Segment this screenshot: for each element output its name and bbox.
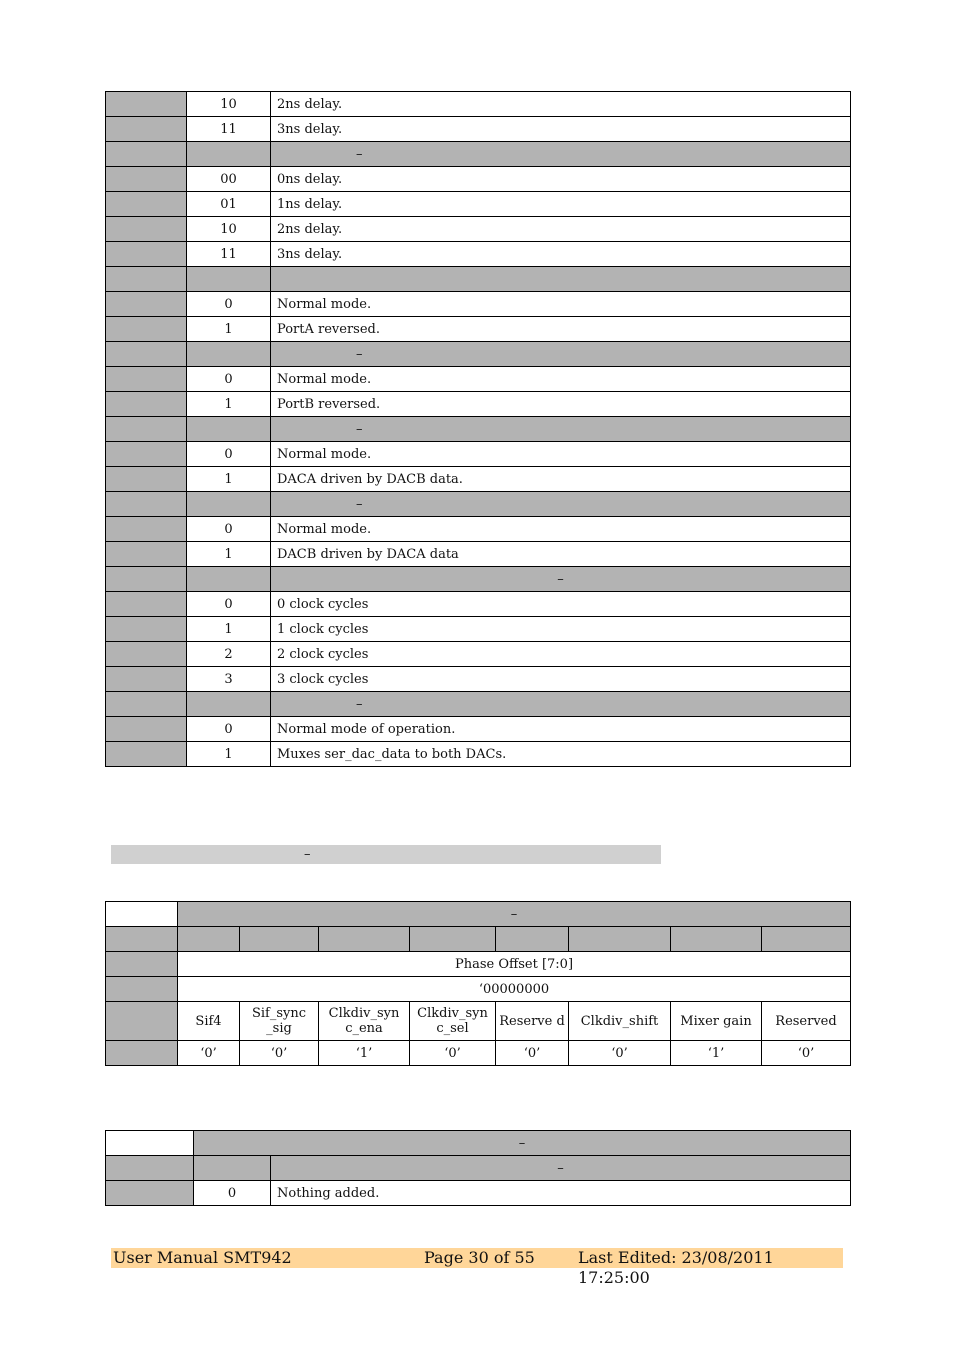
row-label-cell — [106, 1041, 178, 1066]
register-map-bit-names-row — [106, 1002, 851, 1041]
field-value-row — [106, 642, 851, 667]
register-field-table-2 — [105, 1130, 851, 1206]
field-group-header-row — [106, 417, 851, 442]
field-group-title: – — [271, 417, 851, 442]
field-description: 0 clock cycles — [271, 592, 851, 617]
field-value: 2 — [187, 642, 271, 667]
bit-name-cell: Clkdiv_syn c_ena — [319, 1002, 410, 1041]
field-description: 1ns delay. — [271, 192, 851, 217]
field-group-title: – — [271, 492, 851, 517]
footer-last-edited: Last Edited: 23/08/2011 17:25:00 — [578, 1248, 774, 1287]
field-label-cell — [106, 492, 187, 517]
row-label-cell — [106, 952, 178, 977]
field-label-cell — [106, 117, 187, 142]
field-value-row — [106, 317, 851, 342]
register-map-default-row — [106, 977, 851, 1002]
field-value-row — [106, 517, 851, 542]
field-value-row — [106, 717, 851, 742]
field-group-header-row — [106, 567, 851, 592]
field-description: PortA reversed. — [271, 317, 851, 342]
field-value: 0 — [194, 1181, 271, 1206]
field-value: 0 — [187, 592, 271, 617]
field-value: 0 — [187, 292, 271, 317]
field-value: 1 — [187, 617, 271, 642]
field-label-cell — [106, 292, 187, 317]
field-group-title: – — [271, 142, 851, 167]
field-group-header-row — [106, 692, 851, 717]
bit-name-cell: Clkdiv_shift — [569, 1002, 671, 1041]
field-description: 2ns delay. — [271, 92, 851, 117]
field-description: PortB reversed. — [271, 392, 851, 417]
field-description: Normal mode. — [271, 367, 851, 392]
field-label-cell — [106, 617, 187, 642]
field-description: 3ns delay. — [271, 117, 851, 142]
field-value: 11 — [187, 117, 271, 142]
field-group-header-row — [106, 492, 851, 517]
field-value-cell — [187, 342, 271, 367]
field-value-row — [106, 467, 851, 492]
field-value-cell — [187, 692, 271, 717]
field-description: Normal mode. — [271, 517, 851, 542]
bit-name-cell: Sif4 — [178, 1002, 240, 1041]
field-label-cell — [106, 467, 187, 492]
field-table-title-row — [106, 1131, 851, 1156]
register-map-bit-number-row — [106, 927, 851, 952]
field-value-row — [106, 367, 851, 392]
register-map-bit-defaults-row — [106, 1041, 851, 1066]
field-table-corner-cell — [106, 1131, 194, 1156]
section-heading-text: – — [304, 847, 311, 862]
footer-manual-title: User Manual SMT942 — [113, 1248, 292, 1267]
field-label-cell — [106, 642, 187, 667]
field-table-title: – — [194, 1131, 851, 1156]
field-label-cell — [106, 142, 187, 167]
row-label-cell — [106, 977, 178, 1002]
field-value-row — [106, 192, 851, 217]
field-label-cell — [106, 742, 187, 767]
bit-default-cell: ‘0’ — [240, 1041, 319, 1066]
bit-name-cell: Clkdiv_syn c_sel — [410, 1002, 496, 1041]
field-value-row — [106, 292, 851, 317]
register-map-title: – — [178, 902, 851, 927]
bit-number-cell — [671, 927, 762, 952]
field-value-cell — [187, 492, 271, 517]
row-label-cell — [106, 1002, 178, 1041]
bit-default-cell: ‘1’ — [319, 1041, 410, 1066]
field-label-cell — [106, 667, 187, 692]
field-label-cell — [106, 192, 187, 217]
field-value: 10 — [187, 92, 271, 117]
footer-page-number: Page 30 of 55 — [424, 1248, 535, 1267]
register-map-contents-row — [106, 952, 851, 977]
field-value: 1 — [187, 392, 271, 417]
field-label-cell — [106, 542, 187, 567]
field-value-row — [106, 742, 851, 767]
register-map-title-row — [106, 902, 851, 927]
field-group-title: – — [271, 692, 851, 717]
field-value: 1 — [187, 467, 271, 492]
field-description: 0ns delay. — [271, 167, 851, 192]
field-table-sub-header-row — [106, 1156, 851, 1181]
bit-number-cell — [762, 927, 851, 952]
register-map-table — [105, 901, 851, 1066]
field-description: Normal mode. — [271, 442, 851, 467]
field-value-row — [106, 667, 851, 692]
field-value: 1 — [187, 742, 271, 767]
field-label-cell — [106, 592, 187, 617]
field-description: 3ns delay. — [271, 242, 851, 267]
field-label-cell — [106, 267, 187, 292]
bit-number-cell — [496, 927, 569, 952]
bit-default-cell: ‘0’ — [762, 1041, 851, 1066]
field-label-cell — [106, 1181, 194, 1206]
bit-default-cell: ‘0’ — [178, 1041, 240, 1066]
field-group-title — [271, 267, 851, 292]
field-label-cell — [106, 217, 187, 242]
field-label-cell — [106, 367, 187, 392]
field-value-cell — [187, 142, 271, 167]
bit-number-cell — [319, 927, 410, 952]
field-label-cell — [106, 242, 187, 267]
field-label-cell — [106, 1156, 194, 1181]
field-value-row — [106, 442, 851, 467]
field-value-row — [106, 117, 851, 142]
bit-default-cell: ‘0’ — [496, 1041, 569, 1066]
field-value-row — [106, 92, 851, 117]
bit-name-cell: Sif_sync _sig — [240, 1002, 319, 1041]
page-footer — [111, 1248, 843, 1287]
field-value: 1 — [187, 542, 271, 567]
field-value-row — [106, 592, 851, 617]
field-value-cell — [187, 417, 271, 442]
field-value-row — [106, 167, 851, 192]
phase-offset-cell: Phase Offset [7:0] — [178, 952, 851, 977]
bit-number-cell — [410, 927, 496, 952]
bit-name-cell: Mixer gain — [671, 1002, 762, 1041]
bit-number-label-cell — [106, 927, 178, 952]
register-field-table — [105, 91, 851, 767]
field-value: 1 — [187, 317, 271, 342]
field-description: 1 clock cycles — [271, 617, 851, 642]
field-description: 3 clock cycles — [271, 667, 851, 692]
field-label-cell — [106, 92, 187, 117]
field-value: 0 — [187, 367, 271, 392]
field-value-cell — [187, 567, 271, 592]
field-value: 11 — [187, 242, 271, 267]
register-field-table-body — [106, 92, 851, 767]
field-label-cell — [106, 517, 187, 542]
field-label-cell — [106, 442, 187, 467]
field-label-cell — [106, 342, 187, 367]
bit-default-cell: ‘1’ — [671, 1041, 762, 1066]
bit-default-cell: ‘0’ — [410, 1041, 496, 1066]
field-description: DACA driven by DACB data. — [271, 467, 851, 492]
field-description: Nothing added. — [271, 1181, 851, 1206]
field-value: 0 — [187, 517, 271, 542]
field-value: 10 — [187, 217, 271, 242]
field-value-cell — [187, 267, 271, 292]
field-value: 00 — [187, 167, 271, 192]
section-heading — [111, 845, 661, 864]
field-group-title: – — [271, 342, 851, 367]
field-value-row — [106, 217, 851, 242]
default-value-cell: ‘00000000 — [178, 977, 851, 1002]
field-value: 3 — [187, 667, 271, 692]
field-sub-header: – — [271, 1156, 851, 1181]
field-group-title: – — [271, 567, 851, 592]
field-description: Muxes ser_dac_data to both DACs. — [271, 742, 851, 767]
field-value: 0 — [187, 717, 271, 742]
field-value-row — [106, 392, 851, 417]
field-description: 2ns delay. — [271, 217, 851, 242]
register-map-corner-cell — [106, 902, 178, 927]
field-description: Normal mode. — [271, 292, 851, 317]
field-label-cell — [106, 692, 187, 717]
field-label-cell — [106, 417, 187, 442]
field-label-cell — [106, 167, 187, 192]
field-label-cell — [106, 317, 187, 342]
field-label-cell — [106, 717, 187, 742]
field-group-header-row — [106, 342, 851, 367]
bit-number-cell — [569, 927, 671, 952]
field-table-row — [106, 1181, 851, 1206]
bit-default-cell: ‘0’ — [569, 1041, 671, 1066]
field-label-cell — [106, 392, 187, 417]
bit-number-cell — [178, 927, 240, 952]
field-value-row — [106, 617, 851, 642]
field-group-header-row — [106, 267, 851, 292]
field-value-row — [106, 242, 851, 267]
field-value: 0 — [187, 442, 271, 467]
field-value: 01 — [187, 192, 271, 217]
field-description: DACB driven by DACA data — [271, 542, 851, 567]
field-description: Normal mode of operation. — [271, 717, 851, 742]
field-description: 2 clock cycles — [271, 642, 851, 667]
bit-name-cell: Reserved — [762, 1002, 851, 1041]
bit-name-cell: Reserve d — [496, 1002, 569, 1041]
field-value-row — [106, 542, 851, 567]
field-label-cell — [106, 567, 187, 592]
field-value-cell — [194, 1156, 271, 1181]
bit-number-cell — [240, 927, 319, 952]
field-group-header-row — [106, 142, 851, 167]
